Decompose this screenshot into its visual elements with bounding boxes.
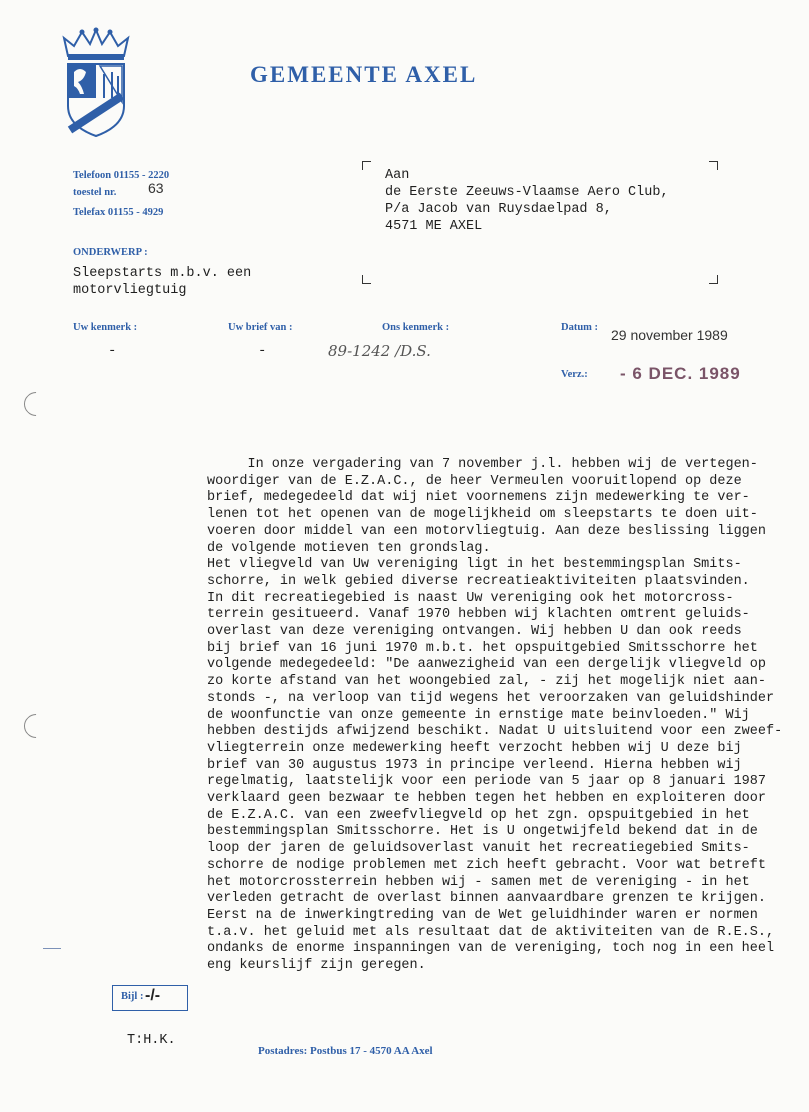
recipient-line: Aan — [385, 168, 410, 183]
postal-address: Postadres: Postbus 17 - 4570 AA Axel — [258, 1045, 433, 1057]
punch-hole — [19, 709, 53, 743]
date-value: 29 november 1989 — [611, 327, 728, 343]
your-reference-label: Uw kenmerk : — [73, 322, 138, 333]
sent-date-stamp: - 6 DEC. 1989 — [620, 364, 741, 383]
punch-hole — [19, 387, 53, 421]
subject-text: Sleepstarts m.b.v. een motorvliegtuig — [73, 266, 252, 298]
recipient-address — [385, 167, 669, 235]
typist-initials: T:H.K. — [127, 1033, 176, 1048]
coat-of-arms-icon — [60, 26, 132, 138]
address-corner-mark — [709, 275, 718, 284]
fold-mark — [43, 948, 61, 949]
date-label: Datum : — [561, 322, 599, 333]
telephone-number: Telefoon 01155 - 2220 — [73, 170, 170, 181]
our-reference-label: Ons kenmerk : — [382, 322, 450, 333]
recipient-line: de Eerste Zeeuws-Vlaamse Aero Club, — [385, 185, 669, 200]
your-letter-value: - — [258, 343, 267, 359]
extension-label: toestel nr. — [73, 187, 117, 198]
address-corner-mark — [362, 275, 371, 284]
our-reference-value: 89-1242 /D.S. — [328, 342, 431, 360]
extension-value: 63 — [148, 180, 164, 196]
your-reference-value: - — [108, 343, 117, 359]
subject-label: ONDERWERP : — [73, 247, 148, 258]
your-letter-label: Uw brief van : — [228, 322, 293, 333]
attachments-label: Bijl : — [121, 991, 144, 1002]
address-corner-mark — [709, 161, 718, 170]
telefax-number: Telefax 01155 - 4929 — [73, 207, 164, 218]
address-corner-mark — [362, 161, 371, 170]
municipality-title: GEMEENTE AXEL — [250, 62, 478, 87]
recipient-line: 4571 ME AXEL — [385, 219, 483, 234]
attachments-value: -/- — [145, 987, 161, 1004]
letter-body: In onze vergadering van 7 november j.l. hebben wij de vertegen- woordiger van de E.Z.A.C., de heer Vermeulen vooruitlopend op deze brief, medegedeeld dat wij niet voornemens zijn medewerking te ver- lenen tot het openen van de mogelijkheid om sleepstarts te doen uit- voeren door middel van een motorvliegtuig. Aan deze beslissing liggen de volgende motieven ten grondslag. Het vliegveld van Uw vereniging ligt in het bestemmingsplan Smits- schorre, in welk gebied diverse recreatieaktiviteiten plaatsvinden. In dit recreatiegebied is naast Uw vereniging ook het motorcross- terrein gesitueerd. Vanaf 1970 hebben wij klachten omtrent geluids- overlast van deze vereniging ontvangen. Wij hebben U dan ook reeds bij brief van 16 juni 1970 m.b.t. het opspuitgebied Smitsschorre het volgende medegedeeld: "De aanwezigheid van een dergelijk vliegveld op zo korte afstand van het woongebied zal, - zij het mogelijk niet aan- stonds -, na verloop van tijd wegens het veroorzaken van geluidshinder de woonfunctie van onze gemeente in ernstige mate beinvloeden." Wij hebben destijds afwijzend beschikt. Nadat U uitsluitend voor een zweef- vliegterrein onze medewerking heeft verzocht hebben wij U deze bij brief van 30 augustus 1973 in principe verleend. Hierna hebben wij regelmatig, laatstelijk voor een periode van 5 jaar op 8 januari 1987 verklaard geen bezwaar te hebben tegen het hebben en exploiteren door de E.Z.A.C. van een zweefvliegveld op het zgn. opspuitgebied in het bestemmingsplan Smitsschorre. Het is U ongetwijfeld bekend dat in de loop der jaren de geluidsoverlast vanuit het recreatiegebied Smits- schorre de nodige problemen met zich heeft gebracht. Voor wat betreft het motorcrossterrein hebben wij - samen met de vereniging - in het verleden getracht de overlast binnen aanvaardbare grenzen te krijgen. Eerst na de inwerkingtreding van de Wet geluidhinder waren er normen t.a.v. het geluid met als resultaat dat de aktiviteiten van de R.E.S., ondanks de enorme inspanningen van de vereniging, toch nog in een heel eng keurslijf zijn geregen. — [207, 457, 783, 974]
sent-label: Verz.: — [561, 369, 588, 380]
recipient-line: P/a Jacob van Ruysdaelpad 8, — [385, 202, 612, 217]
